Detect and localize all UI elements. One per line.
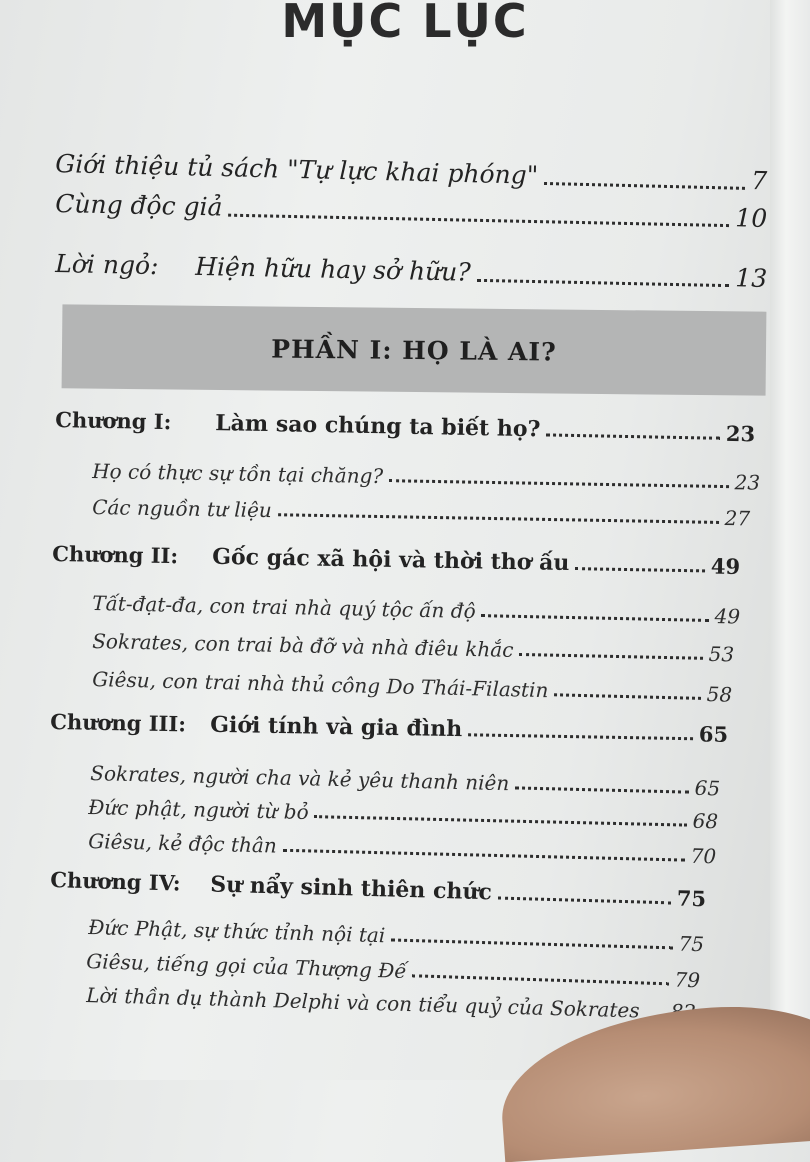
chapter-1 — [55, 408, 755, 447]
section-3-2 — [88, 796, 718, 833]
chapter-3 — [50, 710, 728, 747]
section-1-2 — [92, 496, 750, 530]
leader-dots — [515, 786, 688, 793]
chapter-prefix: Chương I: — [55, 407, 172, 435]
entry-label: Giới thiệu tủ sách "Tự lực khai phóng" — [55, 149, 539, 190]
section-label: Đức Phật, sự thức tỉnh nội tại — [88, 915, 386, 948]
leader-dots — [314, 815, 686, 826]
section-page: 58 — [706, 682, 733, 707]
entry-page: 13 — [735, 263, 768, 293]
entry-page: 7 — [750, 166, 768, 196]
chapter-prefix: Chương II: — [52, 541, 179, 569]
section-page: 79 — [674, 967, 701, 993]
section-label: Tất-đạt-đa, con trai nhà quý tộc ấn độ — [92, 591, 476, 624]
toc-entry-intro-1 — [55, 150, 767, 196]
chapter-title: Làm sao chúng ta biết họ? — [214, 410, 541, 443]
leader-dots — [278, 513, 719, 524]
section-3-3 — [88, 830, 716, 868]
section-4-1 — [88, 916, 704, 956]
chapter-page: 23 — [725, 421, 756, 447]
chapter-title: Gốc gác xã hội và thời thơ ấu — [211, 543, 570, 577]
section-label: Đức phật, người từ bỏ — [88, 795, 309, 825]
section-page: 68 — [692, 808, 719, 834]
section-label: Các nguồn tư liệu — [92, 495, 273, 523]
section-label: Sokrates, con trai bà đỡ và nhà điêu khắc — [92, 629, 514, 662]
section-3-1 — [90, 762, 720, 800]
section-label: Lời thần dụ thành Delphi và con tiểu quỷ của Sokrates — [86, 983, 640, 1023]
leader-dots — [477, 279, 730, 287]
page-edge — [770, 0, 810, 1080]
section-page: 75 — [678, 931, 705, 957]
leader-dots — [546, 434, 720, 440]
section-page: 70 — [690, 843, 717, 869]
chapter-page: 65 — [698, 721, 729, 747]
chapter-prefix: Chương III: — [50, 709, 187, 737]
part-title: PHẦN I: HỌ LÀ AI? — [271, 334, 557, 366]
part-banner — [62, 304, 767, 395]
leader-dots — [389, 479, 729, 488]
section-page: 27 — [724, 506, 751, 531]
section-page: 49 — [714, 604, 741, 629]
section-2-2 — [92, 630, 734, 666]
section-page: 65 — [694, 775, 721, 801]
section-label: Giêsu, kẻ độc thân — [88, 829, 278, 858]
toc-entry-intro-2 — [55, 190, 767, 234]
entry-prefix: Lời ngỏ: — [55, 249, 159, 281]
entry-label: Cùng độc giả — [55, 189, 223, 222]
section-label: Họ có thực sự tồn tại chăng? — [92, 459, 384, 489]
leader-dots — [482, 614, 709, 622]
leader-dots — [575, 567, 705, 572]
section-2-1 — [92, 592, 740, 629]
leader-dots — [228, 213, 729, 226]
leader-dots — [468, 734, 693, 741]
section-page: 23 — [734, 470, 761, 495]
section-page: 53 — [708, 641, 735, 667]
chapter-page: 49 — [710, 553, 741, 580]
leader-dots — [412, 974, 668, 985]
chapter-prefix: Chương IV: — [50, 867, 181, 896]
section-4-3 — [86, 984, 696, 1024]
chapter-page: 75 — [676, 885, 707, 912]
entry-label: Hiện hữu hay sở hữu? — [194, 251, 472, 287]
toc-entry-intro-3 — [55, 250, 767, 294]
chapter-title: Sự nẩy sinh thiên chức — [209, 871, 493, 906]
section-label: Sokrates, người cha và kẻ yêu thanh niên — [90, 761, 510, 796]
leader-dots — [544, 182, 745, 190]
leader-dots — [554, 693, 700, 700]
section-label: Giêsu, con trai nhà thủ công Do Thái-Filastin — [92, 667, 549, 703]
entry-page: 10 — [735, 203, 768, 233]
leader-dots — [498, 897, 671, 905]
chapter-title: Giới tính và gia đình — [209, 711, 463, 743]
leader-dots — [391, 938, 672, 949]
chapter-2 — [52, 542, 740, 579]
leader-dots — [519, 653, 702, 660]
leader-dots — [283, 849, 685, 862]
section-2-3 — [92, 668, 732, 707]
section-label: Giêsu, tiếng gọi của Thượng Đế — [86, 949, 408, 984]
page-title: MỤC LỤC — [281, 0, 529, 48]
section-1-1 — [92, 460, 760, 495]
chapter-4 — [50, 868, 706, 912]
